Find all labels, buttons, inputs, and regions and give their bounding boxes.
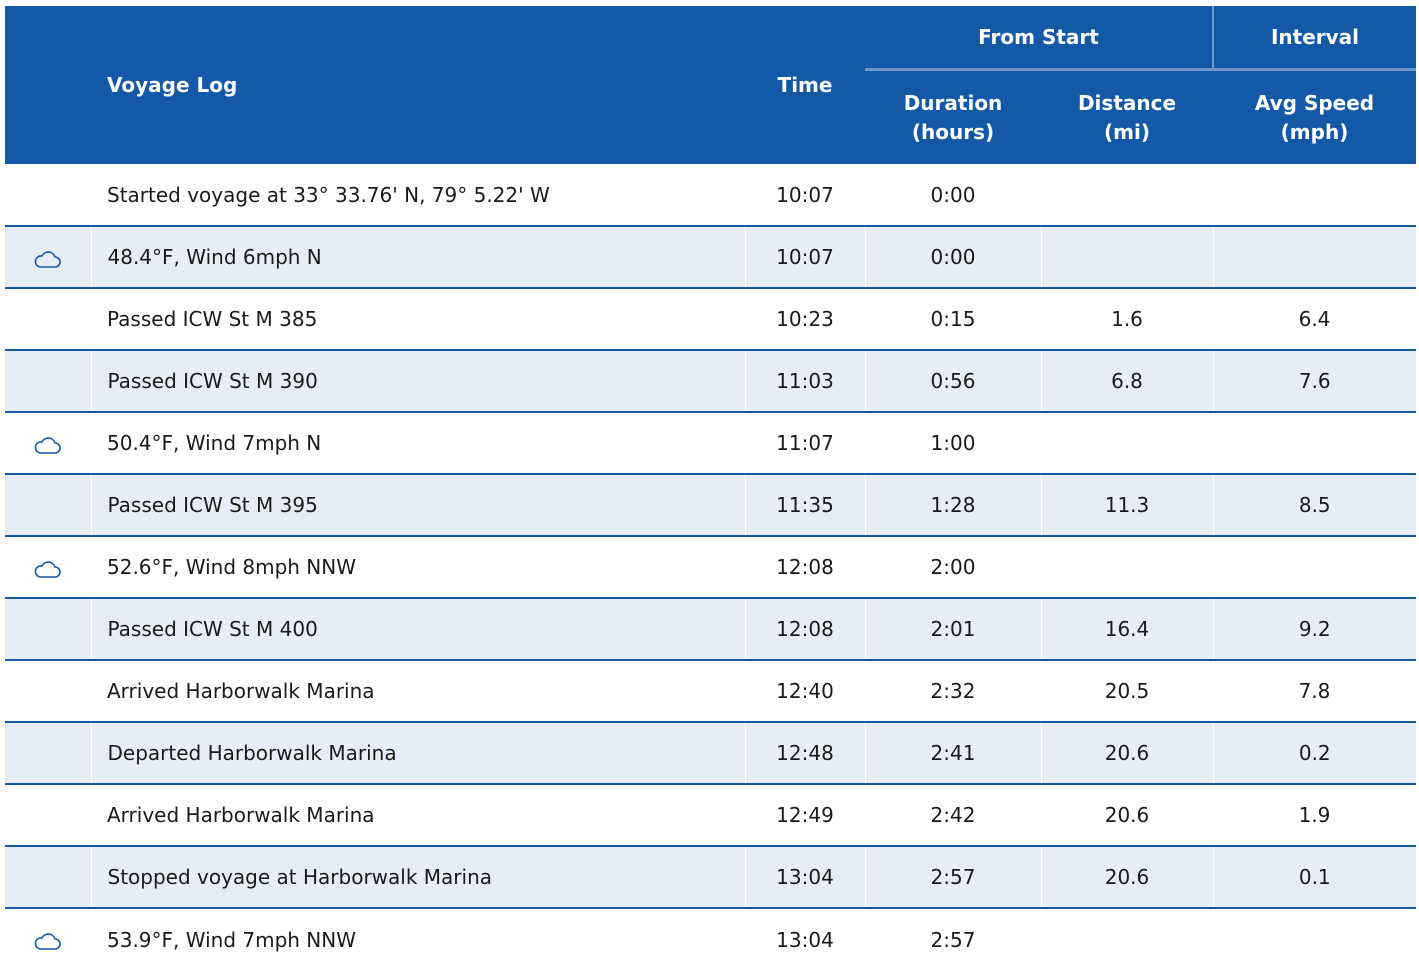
header-avg-speed: Avg Speed (mph) xyxy=(1213,70,1416,165)
row-avg-speed xyxy=(1213,908,1416,970)
cloud-icon xyxy=(33,436,63,454)
row-description: Passed ICW St M 395 xyxy=(91,474,745,536)
header-icon-column xyxy=(5,6,91,164)
row-description: Started voyage at 33° 33.76' N, 79° 5.22' W xyxy=(91,164,745,226)
row-icon-cell xyxy=(5,474,91,536)
header-from-start: From Start xyxy=(865,6,1213,70)
row-avg-speed xyxy=(1213,226,1416,288)
row-time: 13:04 xyxy=(776,927,834,952)
row-duration: 1:28 xyxy=(865,474,1041,536)
row-duration: 0:00 xyxy=(865,164,1041,226)
row-avg-speed: 7.8 xyxy=(1213,660,1416,722)
row-icon-cell xyxy=(5,908,91,970)
cloud-icon xyxy=(33,932,63,950)
row-distance xyxy=(1041,412,1213,474)
table-row xyxy=(5,660,1416,722)
row-avg-speed xyxy=(1213,536,1416,598)
row-distance: 20.6 xyxy=(1041,784,1213,846)
voyage-log-table xyxy=(5,6,1416,970)
row-duration: 0:56 xyxy=(865,350,1041,412)
row-description: Arrived Harborwalk Marina xyxy=(91,784,745,846)
header-duration: Duration (hours) xyxy=(865,70,1041,165)
row-distance xyxy=(1041,908,1213,970)
header-interval: Interval xyxy=(1213,6,1416,70)
row-duration: 1:00 xyxy=(865,412,1041,474)
table-row xyxy=(5,784,1416,846)
row-description: Passed ICW St M 400 xyxy=(91,598,745,660)
row-time: 10:23 xyxy=(745,288,865,350)
row-icon-cell xyxy=(5,288,91,350)
row-description: Departed Harborwalk Marina xyxy=(91,722,745,784)
row-duration: 2:01 xyxy=(865,598,1041,660)
row-icon-cell xyxy=(5,784,91,846)
row-duration: 2:57 xyxy=(865,846,1041,908)
table-header xyxy=(5,6,1416,164)
table-row xyxy=(5,908,1416,970)
row-description: Stopped voyage at Harborwalk Marina xyxy=(91,846,745,908)
row-distance xyxy=(1041,164,1213,226)
row-duration: 2:57 xyxy=(930,927,976,952)
table-row xyxy=(5,288,1416,350)
table-row xyxy=(5,536,1416,598)
header-distance: Distance (mi) xyxy=(1041,70,1213,165)
row-icon-cell xyxy=(5,722,91,784)
table-row xyxy=(5,412,1416,474)
row-distance xyxy=(1041,226,1213,288)
table-row xyxy=(5,350,1416,412)
row-duration: 2:00 xyxy=(865,536,1041,598)
table-row xyxy=(5,474,1416,536)
row-distance: 1.6 xyxy=(1041,288,1213,350)
row-avg-speed: 8.5 xyxy=(1213,474,1416,536)
row-icon-cell xyxy=(5,846,91,908)
table-row xyxy=(5,846,1416,908)
row-description: Arrived Harborwalk Marina xyxy=(91,660,745,722)
row-avg-speed xyxy=(1213,412,1416,474)
cloud-icon xyxy=(33,250,63,268)
row-time: 12:08 xyxy=(745,536,865,598)
row-distance xyxy=(1041,536,1213,598)
row-description: Passed ICW St M 390 xyxy=(91,350,745,412)
row-distance: 11.3 xyxy=(1041,474,1213,536)
table-row xyxy=(5,598,1416,660)
row-icon-cell xyxy=(5,412,91,474)
row-distance: 6.8 xyxy=(1041,350,1213,412)
row-description: 52.6°F, Wind 8mph NNW xyxy=(91,536,745,598)
row-time: 11:03 xyxy=(745,350,865,412)
table-row xyxy=(5,164,1416,226)
table-row xyxy=(5,722,1416,784)
row-time: 13:04 xyxy=(745,846,865,908)
row-duration: 2:41 xyxy=(865,722,1041,784)
row-description: Passed ICW St M 385 xyxy=(91,288,745,350)
row-duration: 0:15 xyxy=(865,288,1041,350)
row-duration: 0:00 xyxy=(865,226,1041,288)
row-distance: 20.6 xyxy=(1041,846,1213,908)
row-avg-speed: 9.2 xyxy=(1213,598,1416,660)
row-time: 12:49 xyxy=(745,784,865,846)
row-avg-speed: 0.2 xyxy=(1213,722,1416,784)
row-icon-cell xyxy=(5,350,91,412)
row-description: 48.4°F, Wind 6mph N xyxy=(91,226,745,288)
row-duration: 2:42 xyxy=(865,784,1041,846)
row-time: 10:07 xyxy=(745,226,865,288)
row-time: 12:48 xyxy=(745,722,865,784)
row-distance: 20.6 xyxy=(1041,722,1213,784)
row-time: 12:08 xyxy=(745,598,865,660)
table-body xyxy=(5,164,1416,970)
row-description: 53.9°F, Wind 7mph NNW xyxy=(107,927,357,952)
row-distance: 20.5 xyxy=(1041,660,1213,722)
row-avg-speed: 0.1 xyxy=(1213,846,1416,908)
row-description: 50.4°F, Wind 7mph N xyxy=(91,412,745,474)
row-avg-speed xyxy=(1213,164,1416,226)
row-duration: 2:32 xyxy=(865,660,1041,722)
row-time: 11:07 xyxy=(745,412,865,474)
row-time: 12:40 xyxy=(745,660,865,722)
row-icon-cell xyxy=(5,660,91,722)
row-icon-cell xyxy=(5,598,91,660)
row-avg-speed: 7.6 xyxy=(1213,350,1416,412)
row-avg-speed: 1.9 xyxy=(1213,784,1416,846)
row-time: 10:07 xyxy=(745,164,865,226)
row-distance: 16.4 xyxy=(1041,598,1213,660)
table-row xyxy=(5,226,1416,288)
row-icon-cell xyxy=(5,226,91,288)
row-icon-cell xyxy=(5,164,91,226)
header-voyage-log: Voyage Log xyxy=(91,6,745,164)
row-icon-cell xyxy=(5,536,91,598)
row-avg-speed: 6.4 xyxy=(1213,288,1416,350)
cloud-icon xyxy=(33,560,63,578)
header-time: Time xyxy=(745,6,865,164)
row-time: 11:35 xyxy=(745,474,865,536)
